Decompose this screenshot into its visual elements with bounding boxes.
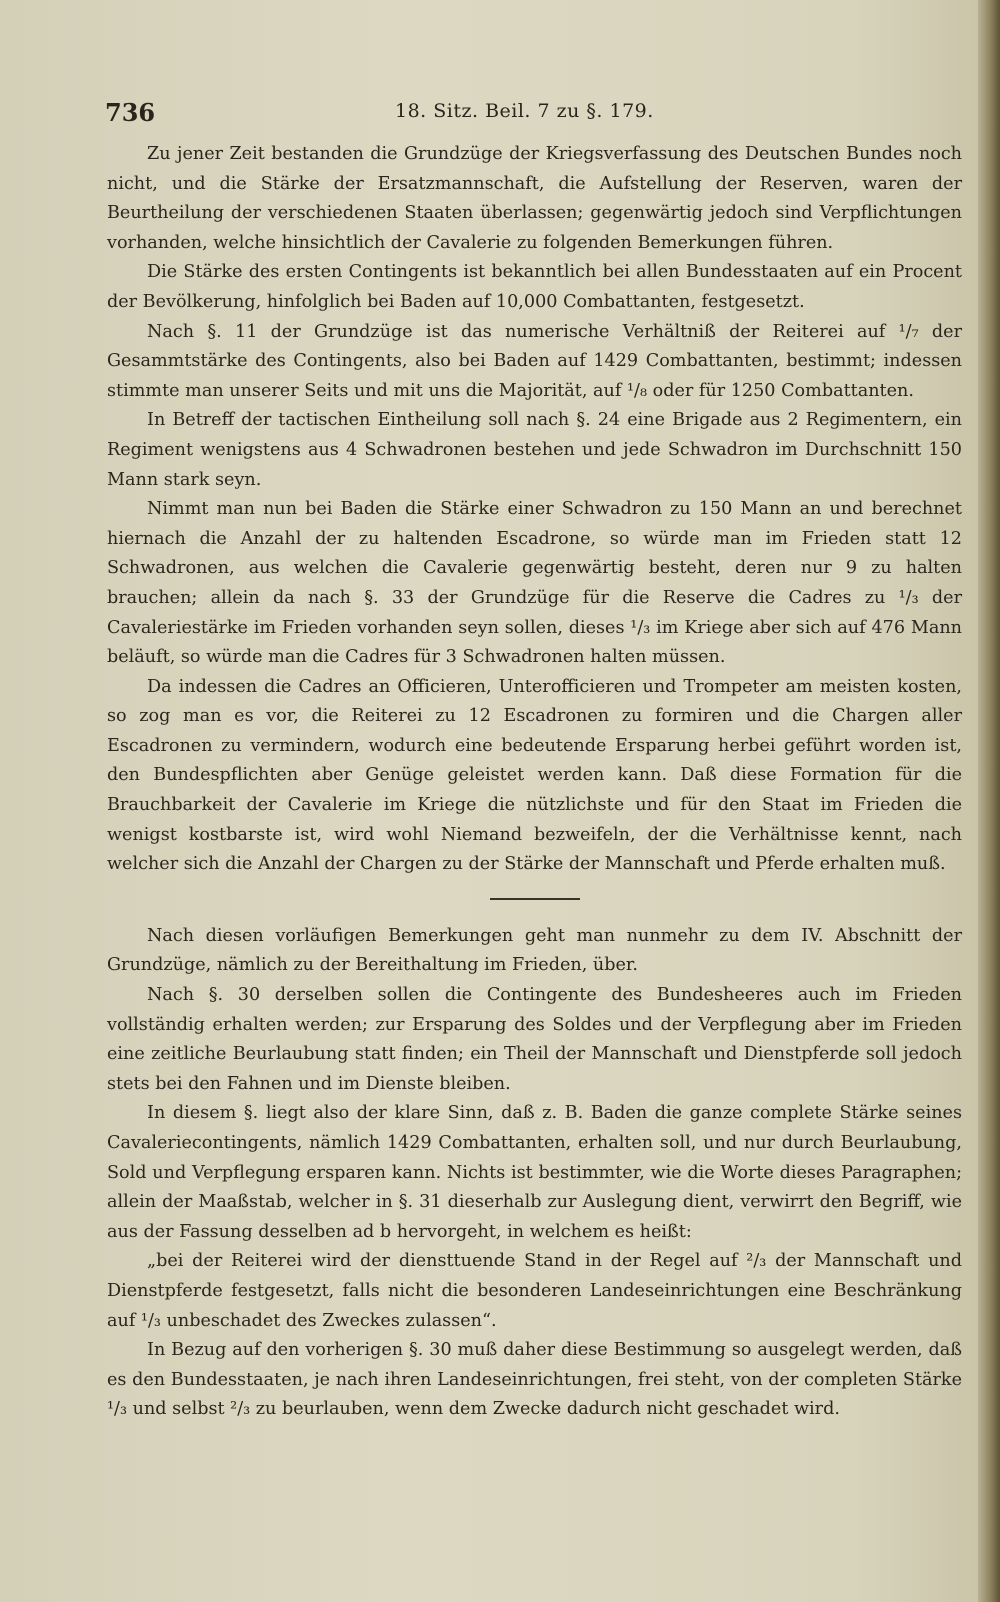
paragraph: In Bezug auf den vorherigen §. 30 muß daher diese Bestimmung so ausgelegt werden, daß es den Bundesstaaten, je nach ihren Landeseinrichtungen, frei steht, von der completen Stärke ¹/₃ und selbst ²/₃ zu beurlauben, wenn dem Zwecke dadurch nicht geschadet wird. bbox=[107, 1340, 962, 1420]
section-divider bbox=[490, 898, 580, 900]
running-head: 18. Sitz. Beil. 7 zu §. 179. bbox=[395, 100, 654, 122]
page-number: 736 bbox=[105, 98, 156, 127]
paragraph: Nach §. 30 derselben sollen die Contingente des Bundesheeres auch im Frieden vollständig erhalten werden; zur Ersparung des Soldes und der Verpflegung aber im Frieden eine zeitliche Beurlaubung statt finden; ein Theil der Mannschaft und Dienstpferde soll jedoch stets bei den Fahnen und im Dienste bleiben. bbox=[107, 985, 962, 1094]
page-body bbox=[107, 140, 962, 1425]
paragraph: In diesem §. liegt also der klare Sinn, daß z. B. Baden die ganze complete Stärke seines Cavaleriecontingents, nämlich 1429 Combattanten, erhalten soll, und nur durch Beurlaubung, Sold und Verpflegung ersparen kann. Nichts ist bestimmter, wie die Worte dieses Paragraphen; allein der Maaßstab, welcher in §. 31 dieserhalb zur Auslegung dient, verwirrt den Begriff, wie aus der Fassung desselben ad b hervorgeht, in welchem es heißt: bbox=[107, 1103, 962, 1242]
paragraph: Nimmt man nun bei Baden die Stärke einer Schwadron zu 150 Mann an und berechnet hiernach die Anzahl der zu haltenden Escadrone, so würde man im Frieden statt 12 Schwadronen, aus welchen die Cavalerie gegenwärtig besteht, deren nur 9 zu halten brauchen; allein da nach §. 33 der Grundzüge für die Reserve die Cadres zu ¹/₃ der Cavaleriestärke im Frieden vorhanden seyn sollen, dieses ¹/₃ im Kriege aber sich auf 476 Mann beläuft, so würde man die Cadres für 3 Schwadronen halten müssen. bbox=[107, 499, 962, 668]
page-edge bbox=[978, 0, 1000, 1602]
paragraph: In Betreff der tactischen Eintheilung soll nach §. 24 eine Brigade aus 2 Regimentern, ein Regiment wenigstens aus 4 Schwadronen bestehen und jede Schwadron im Durchschnitt 150 Mann stark seyn. bbox=[107, 410, 962, 490]
paragraph: Die Stärke des ersten Contingents ist bekanntlich bei allen Bundesstaaten auf ein Procent der Bevölkerung, hinfolglich bei Baden auf 10,000 Combattanten, festgesetzt. bbox=[107, 262, 962, 312]
block-quote: „bei der Reiterei wird der diensttuende Stand in der Regel auf ²/₃ der Mannschaft und Dienstpferde festgesetzt, falls nicht die besonderen Landeseinrichtungen eine Beschränkung auf ¹/₃ unbeschadet des Zweckes zulassen“. bbox=[107, 1251, 962, 1331]
paragraph: Da indessen die Cadres an Officieren, Unterofficieren und Trompeter am meisten kosten, so zog man es vor, die Reiterei zu 12 Escadronen zu formiren und die Chargen aller Escadronen zu vermindern, wodurch eine bedeutende Ersparung herbei geführt worden ist, den Bundespflichten aber Genüge geleistet werden kann. Daß diese Formation für die Brauchbarkeit der Cavalerie im Kriege die nützlichste und für den Staat im Frieden die wenigst kostbarste ist, wird wohl Niemand bezweifeln, der die Verhältnisse kennt, nach welcher sich die Anzahl der Chargen zu der Stärke der Mannschaft und Pferde erhalten muß. bbox=[107, 676, 962, 875]
paragraph: Zu jener Zeit bestanden die Grundzüge der Kriegsverfassung des Deutschen Bundes noch nicht, und die Stärke der Ersatzmannschaft, die Aufstellung der Reserven, waren der Beurtheilung der verschiedenen Staaten überlassen; gegenwärtig jedoch sind Verpflichtungen vorhanden, welche hinsichtlich der Cavalerie zu folgenden Bemerkungen führen. bbox=[107, 144, 962, 253]
paragraph: Nach diesen vorläufigen Bemerkungen geht man nunmehr zu dem IV. Abschnitt der Grundzüge, nämlich zu der Bereithaltung im Frieden, über. bbox=[107, 925, 962, 976]
page-header bbox=[105, 98, 965, 134]
paragraph: Nach §. 11 der Grundzüge ist das numerische Verhältniß der Reiterei auf ¹/₇ der Gesammtstärke des Contingents, also bei Baden auf 1429 Combattanten, bestimmt; indessen stimmte man unserer Seits und mit uns die Majorität, auf ¹/₈ oder für 1250 Combattanten. bbox=[107, 321, 962, 401]
